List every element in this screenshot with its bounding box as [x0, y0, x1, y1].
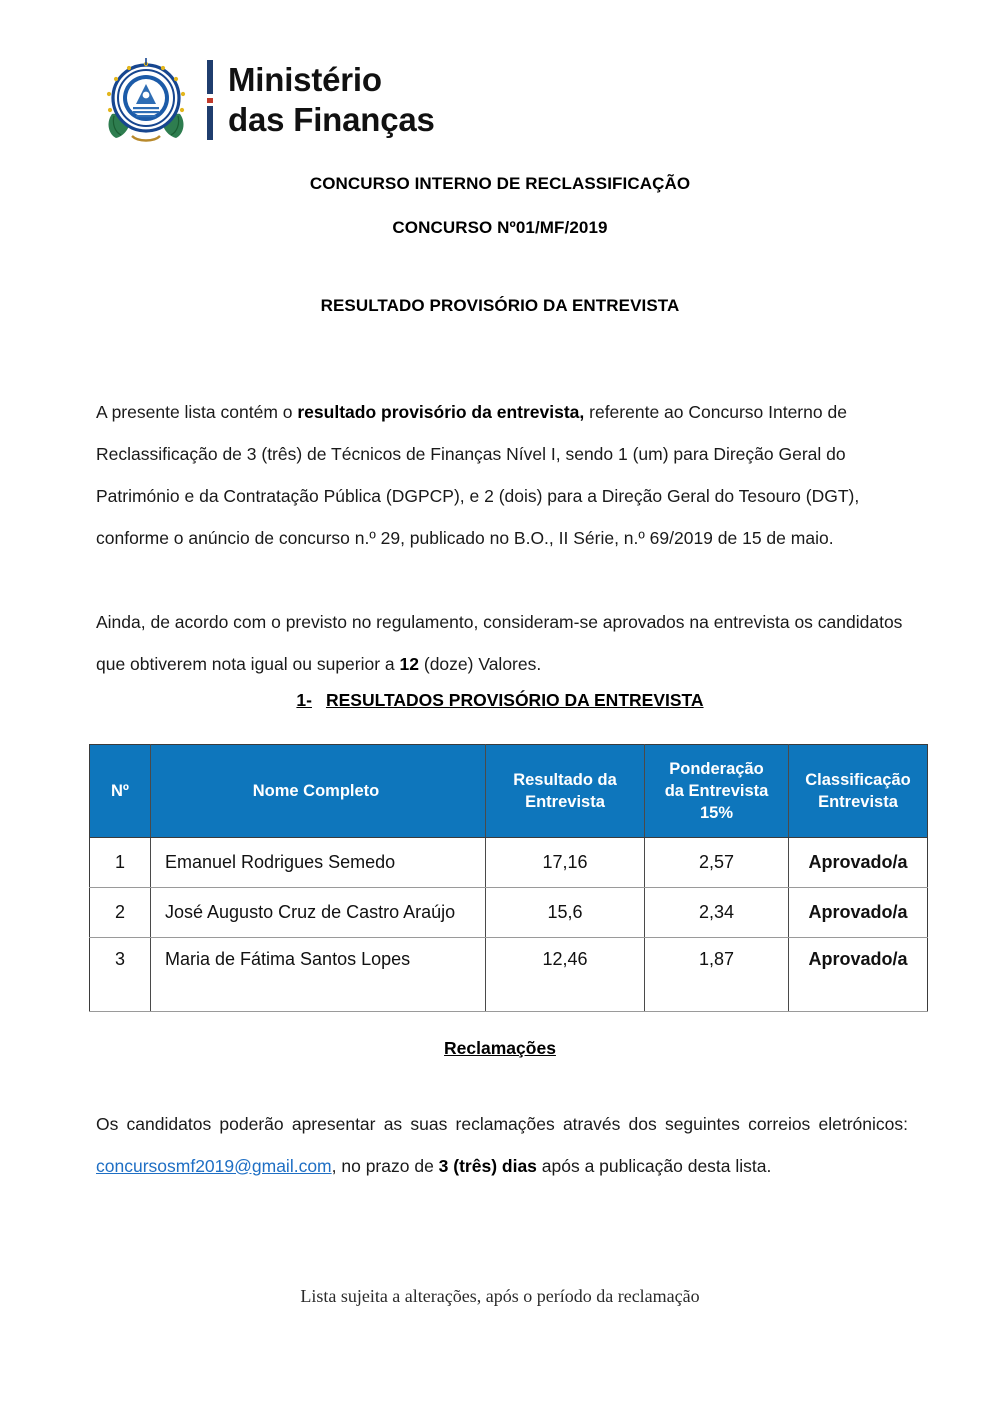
approval-criteria-paragraph [96, 601, 908, 685]
table-row [90, 838, 928, 888]
cell-numero: 1 [90, 838, 151, 888]
reclamacoes-paragraph [96, 1103, 908, 1187]
cell-nome: Emanuel Rodrigues Semedo [151, 838, 486, 888]
footer-note: Lista sujeita a alterações, após o período da reclamação [300, 1286, 700, 1306]
column-header-ponderacao-entrevista: Ponderação da Entrevista 15% [645, 745, 789, 838]
cell-ponderacao: 2,57 [645, 838, 789, 888]
intro-text-bold: resultado provisório da entrevista, [297, 401, 585, 422]
section-title: RESULTADOS PROVISÓRIO DA ENTREVISTA [325, 690, 704, 710]
email-link[interactable]: concursosmf2019@gmail.com [96, 1155, 332, 1176]
column-header-resultado-entrevista: Resultado da Entrevista [486, 745, 645, 838]
reclamacoes-heading: Reclamações [444, 1038, 556, 1058]
results-table [89, 744, 928, 1012]
logo-wordmark [228, 60, 435, 140]
cell-nome: Maria de Fátima Santos Lopes [151, 938, 486, 1012]
logo-wordmark-line2: das Finanças [228, 101, 435, 138]
cell-numero: 2 [90, 888, 151, 938]
logo-wordmark-line1: Ministério [228, 61, 382, 98]
cell-resultado: 17,16 [486, 838, 645, 888]
section-number: 1- [296, 690, 312, 710]
cell-ponderacao: 2,34 [645, 888, 789, 938]
cell-ponderacao: 1,87 [645, 938, 789, 1012]
table-row [90, 888, 928, 938]
logo-divider-bars [202, 58, 218, 142]
cell-classificacao: Aprovado/a [789, 938, 928, 1012]
cape-verde-national-emblem-icon [98, 52, 194, 148]
cell-numero: 3 [90, 938, 151, 1012]
cell-nome: José Augusto Cruz de Castro Araújo [151, 888, 486, 938]
document-title-line1: CONCURSO INTERNO DE RECLASSIFICAÇÃO [309, 174, 691, 193]
intro-text-part1: A presente lista contém o [96, 401, 298, 422]
section-heading-results [0, 690, 1000, 711]
approval-text-part1: Ainda, de acordo com o previsto no regulamento, consideram-se aprovados na entrevista os candidatos que obtiverem nota igual ou superior a [96, 611, 903, 674]
reclamacoes-text-part3: após a publicação desta lista. [536, 1155, 772, 1176]
intro-paragraph [96, 391, 908, 559]
table-body [90, 838, 928, 1012]
reclamacoes-text-part1: Os candidatos poderão apresentar as suas reclamações através dos seguintes correios eletrónicos: [96, 1113, 908, 1134]
table-header [90, 745, 928, 838]
column-header-nome-completo: Nome Completo [151, 745, 486, 838]
ministry-logo [98, 52, 435, 148]
approval-text-part2: (doze) Valores. [419, 653, 542, 674]
table-row [90, 938, 928, 1012]
logo-red-dot [207, 98, 213, 103]
reclamacoes-deadline-bold: 3 (três) dias [438, 1155, 537, 1176]
column-header-numero: Nº [90, 745, 151, 838]
cell-classificacao: Aprovado/a [789, 888, 928, 938]
table-header-row [90, 745, 928, 838]
intro-text-part2: referente ao Concurso Interno de Reclassificação de 3 (três) de Técnicos de Finanças Nível I, sendo 1 (um) para Direção Geral do Património e da Contratação Pública (DGPCP), e 2 (dois) para a Direção Geral do Tesouro (DGT), conforme o anúncio de concurso n.º 29, publicado no B.O., II Série, n.º 69/2019 de 15 de maio. [96, 401, 860, 548]
cell-classificacao: Aprovado/a [789, 838, 928, 888]
cell-resultado: 12,46 [486, 938, 645, 1012]
document-subtitle: RESULTADO PROVISÓRIO DA ENTREVISTA [320, 296, 680, 315]
approval-grade-bold: 12 [399, 653, 419, 674]
document-title-line2: CONCURSO Nº01/MF/2019 [392, 218, 608, 237]
cell-resultado: 15,6 [486, 888, 645, 938]
reclamacoes-text-part2: , no prazo de [331, 1155, 439, 1176]
column-header-classificacao-entrevista: Classificação Entrevista [789, 745, 928, 838]
logo-bar-bottom [207, 106, 213, 140]
logo-bar-top [207, 60, 213, 94]
